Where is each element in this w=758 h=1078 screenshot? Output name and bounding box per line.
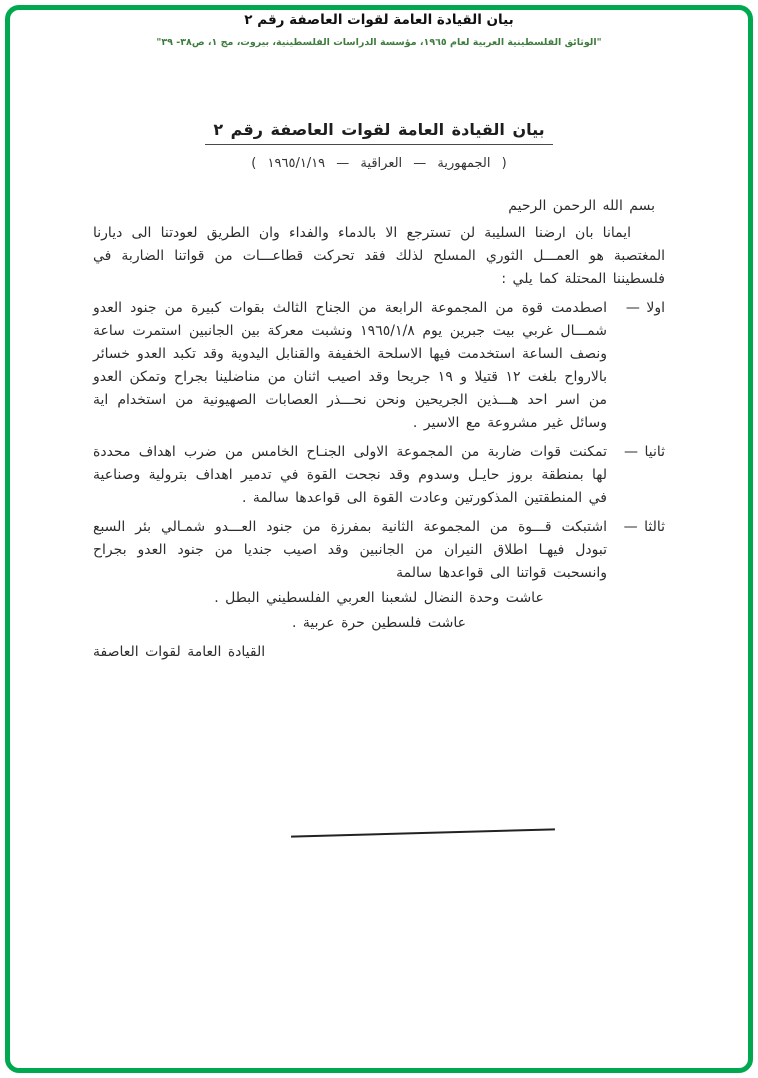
signature-line: القيادة العامة لقوات العاصفة [93,644,266,660]
item-third-text: اشتبكت قـــوة من المجموعة الثانية بمفرزة من جنود العـــدو شمـالي بئر السبع تبودل فيهـا اطلاق النيران من الجانبين وقد اصيب جنديا من جنود العدو بجراح وانسحبت قواتنا الى قواعدها سالمة [93,519,607,581]
basmala-line: بسم الله الرحمن الرحيم [508,198,655,214]
intro-paragraph: ايمانا بان ارضنا السليبة لن تسترجع الا بالدماء والفداء وان الطريق لعودتنا الى ديارنا المغتصبة هو العمـــل الثوري المسلح لذلك فقد تحركت قطاعـــات من قواتنا الضاربة في فلسطيننا المحتلة كما يلي : [93,225,665,287]
page-title: بيان القيادة العامة لقوات العاصفة رقم ٢ [244,12,514,28]
list-item-first [93,297,665,435]
item-second-marker: ثانيا — [624,444,665,460]
item-first-text: اصطدمت قوة من المجموعة الرابعة من الجناح الثالث بقوات كبيرة من جنود العدو شمـــال غربي بيت جبرين يوم ١٩٦٥/١/٨ ونشبت معركة بين الجانبين استمرت ساعة ونصف الساعة استخدمت فيها الاسلحة الخفيفة والقنابل اليدوية وقد تكبد العدو خسائر بالارواح بلغت ١٢ قتيلا و ١٩ جريحا وقد اصيب اثنان من مناضلينا بجراح وتمكن العدو من اسر احد هـــذين الجريحين ونحن نحـــذر العصابات الصهيونية من استخدام اية وسائل غير مشروعة مع الاسير . [93,300,607,431]
list-item-second [93,441,665,510]
closing-line-unity: عاشت وحدة النضال لشعبنا العربي الفلسطيني البطل . [214,590,544,606]
source-citation: "الوثائق الفلسطينية العربية لعام ١٩٦٥، مؤسسة الدراسات الفلسطينية، بيروت، مج ١، ص٣٨- ٣٩" [156,37,602,48]
item-third-marker: ثالثا — [623,519,665,535]
document-title-row [93,118,665,145]
document-dateline: ( الجمهورية — العراقية — ١٩٦٥/١/١٩ ) [251,156,507,171]
page-header [0,12,758,48]
scanned-document [93,118,665,664]
list-item-third [93,516,665,585]
item-first-marker: اولا — [625,300,665,316]
document-title: بيان القيادة العامة لقوات العاصفة رقم ٢ [205,118,552,145]
closing-line-palestine: عاشت فلسطين حرة عربية . [292,615,466,631]
signature-rule [291,828,555,837]
item-second-text: تمكنت قوات ضاربة من المجموعة الاولى الجنـاح الخامس من ضرب اهداف محددة لها بمنطقة بروز حايـل وسدوم وقد نجحت القوة في تدمير اهداف بترولية وصناعية في المنطقتين المذكورتين وعادت القوة الى قواعدها سالمة . [93,444,607,506]
